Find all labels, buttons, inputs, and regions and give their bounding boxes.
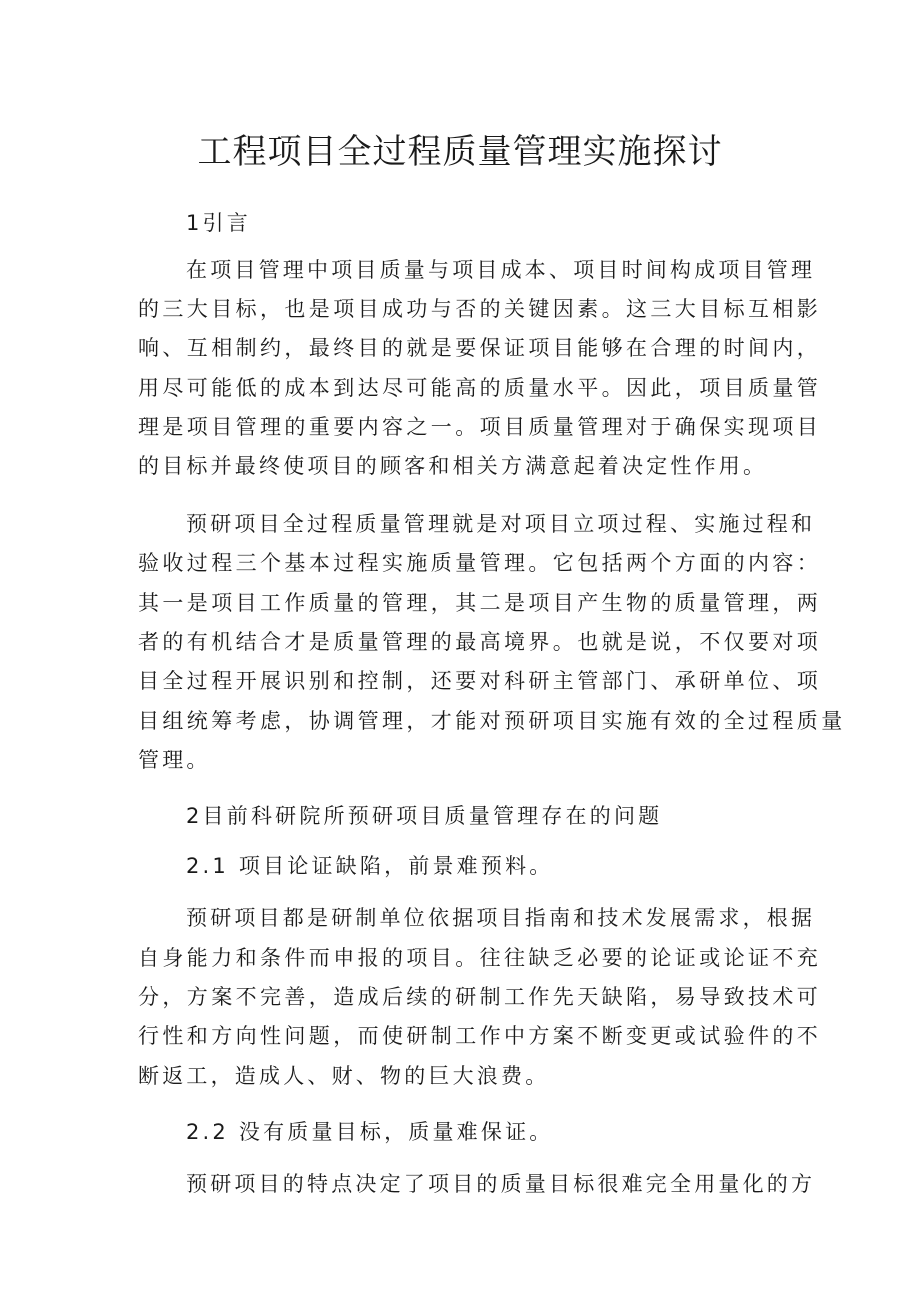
- subsection-heading: 2.1 项目论证缺陷，前景难预料。: [186, 854, 554, 878]
- paragraph-line: 的三大目标，也是项目成功与否的关键因素。这三大目标互相影: [138, 297, 822, 321]
- section-heading: 2目前科研院所预研项目质量管理存在的问题: [186, 804, 663, 828]
- paragraph-line: 在项目管理中项目质量与项目成本、项目时间构成项目管理: [186, 258, 816, 282]
- paragraph-line: 者的有机结合才是质量管理的最高境界。也就是说，不仅要对项: [138, 630, 822, 654]
- subsection-heading: 2.2 没有质量目标，质量难保证。: [186, 1120, 554, 1144]
- heading-introduction: 1引言: [186, 211, 251, 235]
- paragraph-line: 预研项目的特点决定了项目的质量目标很难完全用量化的方: [186, 1172, 816, 1196]
- paragraph-line: 理是项目管理的重要内容之一。项目质量管理对于确保实现项目: [138, 415, 822, 439]
- document-title: 工程项目全过程质量管理实施探讨: [197, 132, 723, 172]
- paragraph-line: 行性和方向性问题，而使研制工作中方案不断变更或试验件的不: [138, 1024, 822, 1048]
- paragraph-line: 目全过程开展识别和控制，还要对科研主管部门、承研单位、项: [138, 669, 822, 693]
- paragraph-line: 管理。: [138, 748, 211, 772]
- paragraph-line: 自身能力和条件而申报的项目。往往缺乏必要的论证或论证不充: [138, 946, 822, 970]
- paragraph-line: 分，方案不完善，造成后续的研制工作先天缺陷，易导致技术可: [138, 985, 822, 1009]
- paragraph-line: 用尽可能低的成本到达尽可能高的质量水平。因此，项目质量管: [138, 376, 822, 400]
- paragraph-line: 验收过程三个基本过程实施质量管理。它包括两个方面的内容：: [138, 551, 822, 575]
- paragraph-line: 目组统筹考虑，协调管理，才能对预研项目实施有效的全过程质量: [138, 709, 846, 733]
- paragraph-line: 断返工，造成人、财、物的巨大浪费。: [138, 1064, 550, 1088]
- paragraph-line: 响、互相制约，最终目的就是要保证项目能够在合理的时间内，: [138, 336, 822, 360]
- paragraph-line: 的目标并最终使项目的顾客和相关方满意起着决定性作用。: [138, 454, 768, 478]
- paragraph-line: 预研项目都是研制单位依据项目指南和技术发展需求，根据: [186, 906, 816, 930]
- paragraph-line: 其一是项目工作质量的管理，其二是项目产生物的质量管理，两: [138, 591, 822, 615]
- paragraph-line: 预研项目全过程质量管理就是对项目立项过程、实施过程和: [186, 512, 816, 536]
